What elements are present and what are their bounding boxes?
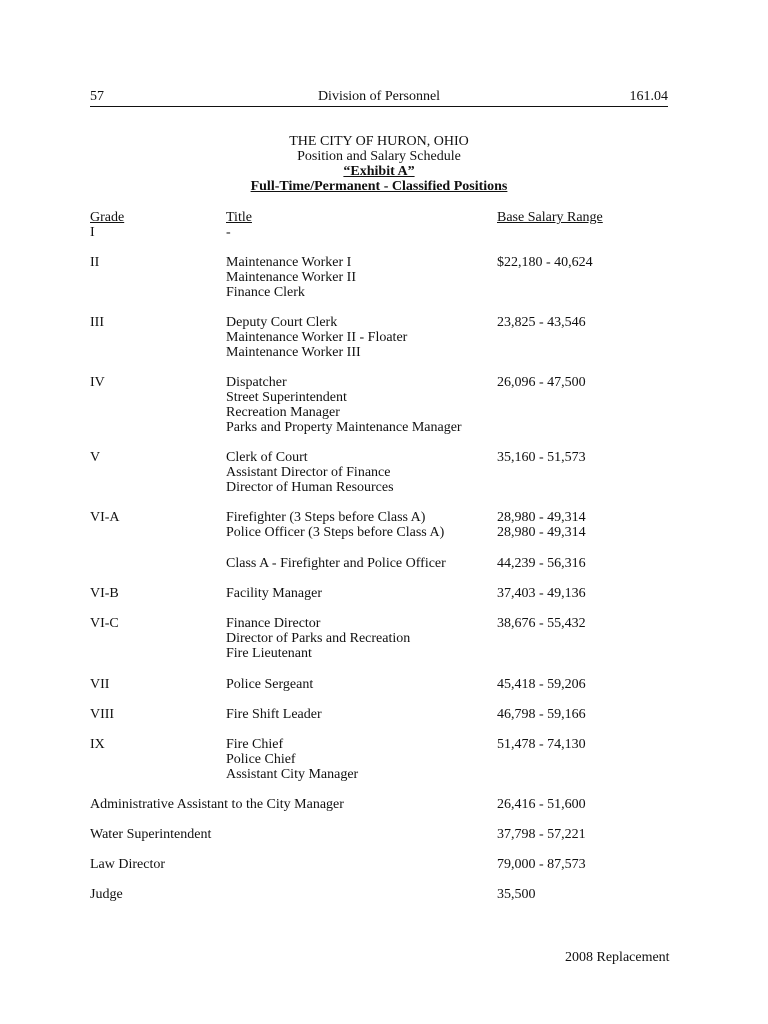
position-title: Assistant City Manager — [226, 767, 359, 782]
grade-label: VI-C — [90, 616, 119, 631]
city-title: THE CITY OF HURON, OHIO — [289, 134, 469, 149]
grade-label: III — [90, 315, 104, 330]
grade-label: VIII — [90, 707, 115, 722]
position-title: Police Officer (3 Steps before Class A) — [226, 525, 445, 540]
position-title: Facility Manager — [226, 586, 323, 601]
grade-label: V — [90, 450, 101, 465]
exhibit-label: “Exhibit A” — [343, 164, 415, 179]
salary-range: 37,798 - 57,221 — [497, 827, 586, 842]
salary-range: 38,676 - 55,432 — [497, 616, 586, 631]
position-title: Class A - Firefighter and Police Officer — [226, 556, 446, 571]
position-title: Street Superintendent — [226, 390, 347, 405]
salary-range: 35,160 - 51,573 — [497, 450, 586, 465]
salary-column-header: Base Salary Range — [497, 210, 603, 225]
position-title: Law Director — [90, 857, 166, 872]
position-title: Maintenance Worker II — [226, 270, 356, 285]
position-title: Fire Chief — [226, 737, 284, 752]
position-title: Finance Clerk — [226, 285, 305, 300]
salary-range: 46,798 - 59,166 — [497, 707, 586, 722]
position-title: Maintenance Worker I — [226, 255, 352, 270]
position-title: Deputy Court Clerk — [226, 315, 338, 330]
grade-label: IX — [90, 737, 105, 752]
salary-range: 37,403 - 49,136 — [497, 586, 586, 601]
grade-label: I — [90, 225, 95, 240]
position-title: Director of Parks and Recreation — [226, 631, 411, 646]
footer-replacement-note: 2008 Replacement — [565, 950, 670, 965]
position-title: - — [226, 225, 231, 240]
salary-range: 28,980 - 49,314 — [497, 525, 586, 540]
salary-range: 28,980 - 49,314 — [497, 510, 586, 525]
position-title: Recreation Manager — [226, 405, 340, 420]
position-title: Assistant Director of Finance — [226, 465, 391, 480]
title-column-header: Title — [226, 210, 252, 225]
position-title: Parks and Property Maintenance Manager — [226, 420, 462, 435]
position-title: Police Sergeant — [226, 677, 314, 692]
grade-label: IV — [90, 375, 105, 390]
header-page-number: 57 — [90, 89, 104, 104]
title-block — [90, 134, 668, 194]
position-title: Firefighter (3 Steps before Class A) — [226, 510, 426, 525]
position-title: Fire Lieutenant — [226, 646, 312, 661]
grade-label: VI-A — [90, 510, 120, 525]
grade-label: VII — [90, 677, 110, 692]
running-header — [90, 88, 668, 107]
header-section-number: 161.04 — [629, 89, 668, 104]
category-heading: Full-Time/Permanent - Classified Positions — [250, 179, 508, 194]
salary-range: 35,500 — [497, 887, 536, 902]
salary-range: 51,478 - 74,130 — [497, 737, 586, 752]
salary-range: 26,416 - 51,600 — [497, 797, 586, 812]
position-title: Maintenance Worker II - Floater — [226, 330, 408, 345]
position-title: Administrative Assistant to the City Manager — [90, 797, 344, 812]
position-title: Judge — [90, 887, 123, 902]
position-title: Water Superintendent — [90, 827, 212, 842]
salary-range: 79,000 - 87,573 — [497, 857, 586, 872]
position-title: Dispatcher — [226, 375, 287, 390]
position-title: Clerk of Court — [226, 450, 308, 465]
position-title: Maintenance Worker III — [226, 345, 361, 360]
salary-range: 45,418 - 59,206 — [497, 677, 586, 692]
grade-label: II — [90, 255, 100, 270]
position-title: Director of Human Resources — [226, 480, 394, 495]
schedule-subtitle: Position and Salary Schedule — [297, 149, 461, 164]
position-title: Fire Shift Leader — [226, 707, 322, 722]
salary-range: 23,825 - 43,546 — [497, 315, 586, 330]
grade-label: VI-B — [90, 586, 119, 601]
salary-range: 26,096 - 47,500 — [497, 375, 586, 390]
header-division: Division of Personnel — [317, 89, 441, 104]
salary-range: $22,180 - 40,624 — [497, 255, 593, 270]
position-title: Police Chief — [226, 752, 296, 767]
grade-column-header: Grade — [90, 210, 125, 225]
position-title: Finance Director — [226, 616, 321, 631]
salary-range: 44,239 - 56,316 — [497, 556, 586, 571]
